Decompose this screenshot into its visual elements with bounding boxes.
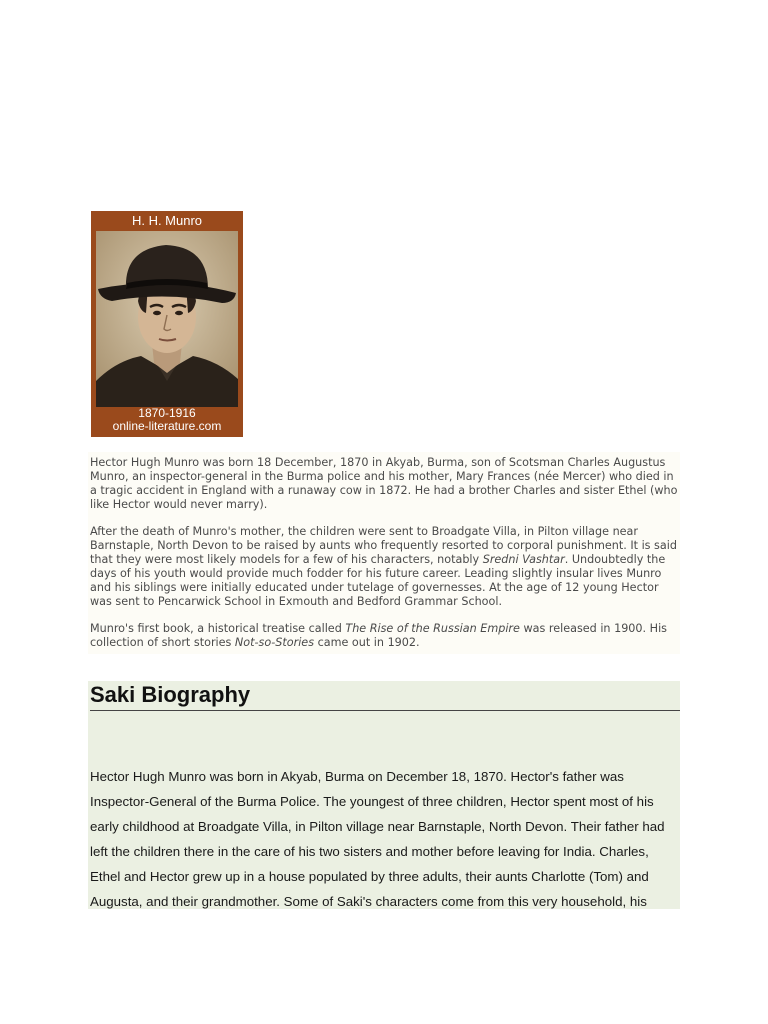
bio-p2-text: After the death of Munro's mother, the children were sent to Broadgate Villa, in Pilton village near Barnstaple, North Devon to be raised by aunts who frequently resorted to corporal punishment. It is said that they were most likely models for a few of his characters, notably xyxy=(90,525,677,566)
bio-p2-story-title: Sredni Vashtar xyxy=(482,553,565,566)
man-in-hat-illustration xyxy=(96,231,238,407)
saki-biography-text: Hector Hugh Munro was born in Akyab, Burma on December 18, 1870. Hector's father was Inspector-General of the Burma Police. The youngest of three children, Hector spent most of his early childhood at Broadgate Villa, in Pilton village near Barnstaple, North Devon. Their father had left the children there in the care of his two sisters and mother before leaving for India. Charles, Ethel and Hector grew up in a house populated by three adults, their aunts Charlotte (Tom) and Augusta, and their grandmother. Some of Saki's characters come from this very household, his xyxy=(90,769,665,909)
section-heading: Saki Biography xyxy=(90,681,680,711)
bio-p2-text-end: . Undoubtedly the days of his youth would provide much fodder for his future career. Leading slightly insular lives Munro and his siblings were initially educated under tutelage of governesses. At the age of 12 young Hector was sent to Pencarwick School in Exmouth and Bedford Grammar School. xyxy=(90,553,666,608)
bio-p3-text-end: came out in 1902. xyxy=(314,636,420,649)
biography-excerpt xyxy=(88,452,680,654)
bio-p3-book-title: The Rise of the Russian Empire xyxy=(345,622,520,635)
bio-p3-collection-title: Not-so-Stories xyxy=(234,636,315,649)
bio-p3-text: Munro's first book, a historical treatise called xyxy=(90,622,346,635)
bio-p3-text-mid: was released in 1900. His collection of short stories xyxy=(90,622,668,649)
portrait-caption-bottom xyxy=(91,407,243,433)
bio-paragraph-2 xyxy=(90,525,680,609)
saki-biography-section xyxy=(88,681,680,909)
portrait-site-watermark: online-literature.com xyxy=(112,419,222,433)
bio-paragraph-3 xyxy=(90,622,680,650)
portrait-years: 1870-1916 xyxy=(138,406,196,420)
portrait-name-caption: H. H. Munro xyxy=(131,213,203,228)
bio-paragraph-1: Hector Hugh Munro was born 18 December, 1870 in Akyab, Burma, son of Scotsman Charles Augustus Munro, an inspector-general in the Burma police and his mother, Mary Frances (née Mercer) who died in a tragic accident in England with a runaway cow in 1872. He had a brother Charles and sister Ethel (who like Hector would never marry). xyxy=(90,456,678,511)
author-portrait xyxy=(91,211,243,437)
portrait-photo xyxy=(96,231,238,407)
